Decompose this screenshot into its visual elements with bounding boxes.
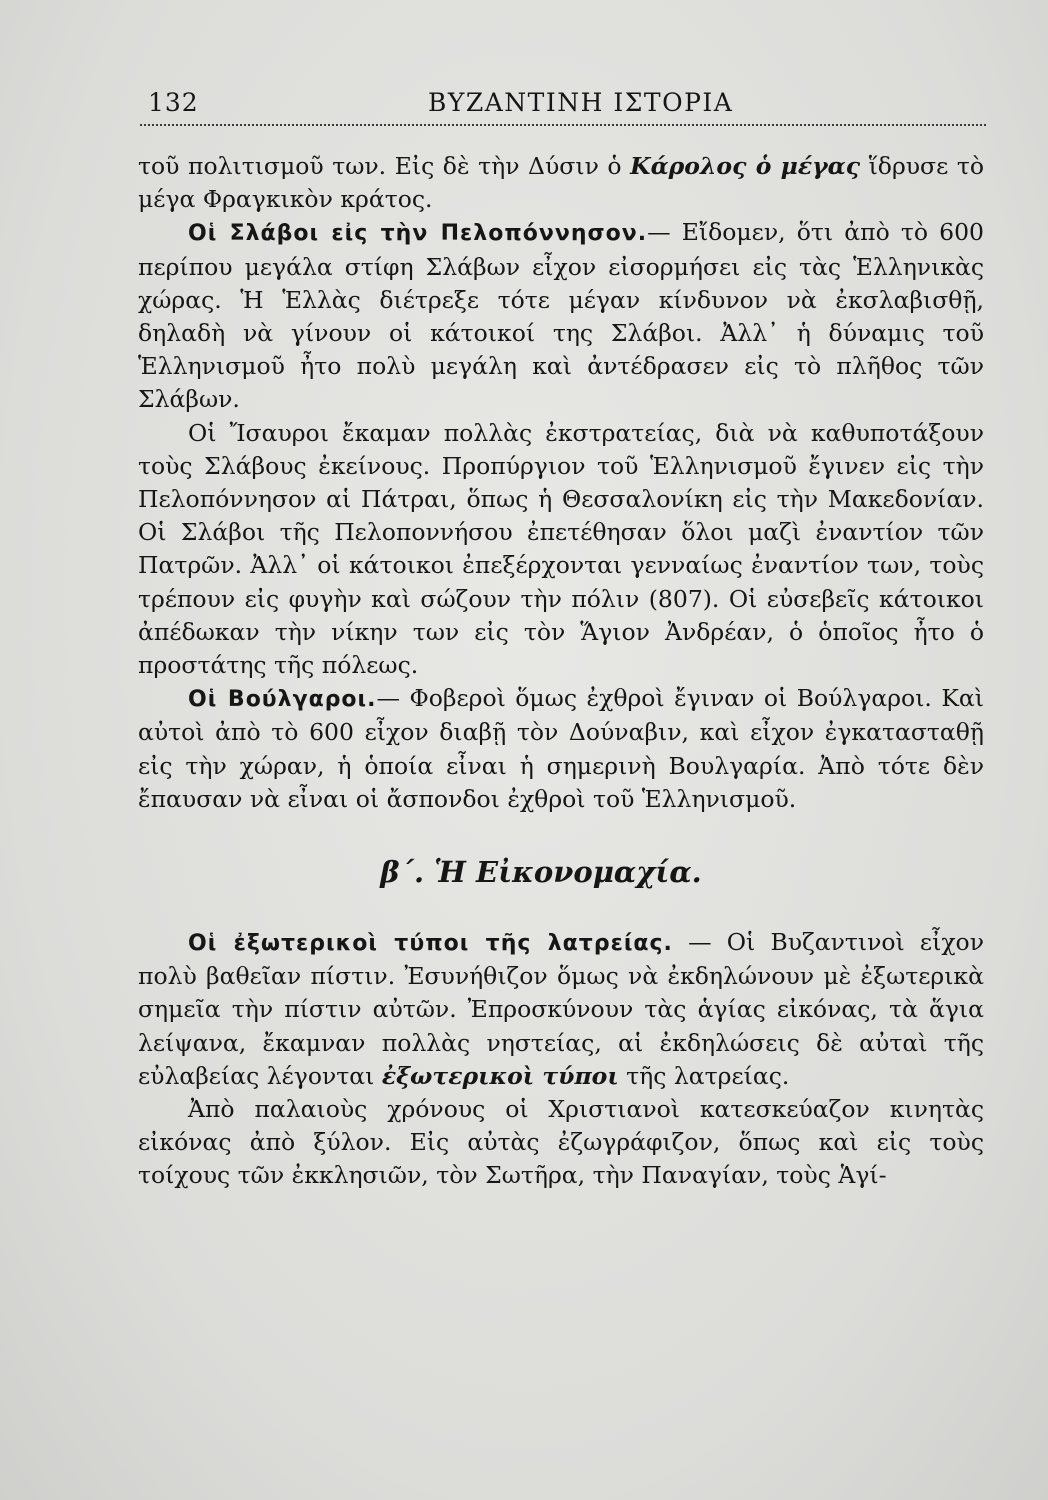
subheading-slavs: Οἱ Σλάβοι εἰς τὴν Πελοπόννησον. xyxy=(188,221,648,247)
paragraph-bulgars: Οἱ Βούλγαροι.— Φοβεροὶ ὅμως ἐχθροὶ ἔγιναν οἱ Βούλγαροι. Καὶ αὐτοὶ ἀπὸ τὸ 600 εἶχον διαβῇ τὸν Δούναβιν, καὶ εἶχον ἐγκατασταθῇ εἰς τὴν χώραν, ἡ ὁποία εἶναι ἡ σημερινὴ Βουλγαρία. Ἀπὸ τότε δὲν ἔπαυσαν νὰ εἶναι οἱ ἄσπονδοι ἐχθροὶ τοῦ Ἑλληνισμοῦ. xyxy=(138,684,984,813)
header-rule xyxy=(140,124,986,126)
page-number: 132 xyxy=(148,88,199,117)
body-text xyxy=(138,150,984,1193)
paragraph-icons: Ἀπὸ παλαιοὺς χρόνους οἱ Χριστιανοὶ κατεσκεύαζον κινητὰς εἰκόνας ἀπὸ ξύλον. Εἰς αὐτὰς ἐζωγράφιζον, ὅπως καὶ εἰς τοὺς τοίχους τῶν ἐκκλησιῶν, τὸν Σωτῆρα, τὴν Παναγίαν, τοὺς Ἁγί- xyxy=(138,1095,984,1190)
emphasis-karolos: Κάρολος ὁ μέγας xyxy=(630,152,861,180)
subheading-worship: Οἱ ἐξωτερικοὶ τύποι τῆς λατρείας. xyxy=(188,931,673,957)
subheading-bulgars: Οἱ Βούλγαροι. xyxy=(188,687,377,713)
paragraph-1: τοῦ πολιτισμοῦ των. Εἰς δὲ τὴν Δύσιν ὁ Κάρολος ὁ μέγας ἵδρυσε τὸ μέγα Φραγκικὸν κράτος. xyxy=(138,152,984,214)
running-title: ΒΥΖΑΝΤΙΝΗ ΙΣΤΟΡΙΑ xyxy=(428,88,734,117)
section-title: β΄. Ἡ Εἰκονομαχία. xyxy=(380,855,702,890)
paragraph-isaurians: Οἱ Ἴσαυροι ἔκαμαν πολλὰς ἐκστρατείας, διὰ νὰ καθυποτάξουν τοὺς Σλάβους ἐκείνους. Προπύργιον τοῦ Ἑλληνισμοῦ ἔγινεν εἰς τὴν Πελοπόννησον αἱ Πάτραι, ὅπως ἡ Θεσσαλονίκη εἰς τὴν Μακεδονίαν. Οἱ Σλάβοι τῆς Πελοποννήσου ἐπετέθησαν ὅλοι μαζὶ ἐναντίον τῶν Πατρῶν. Ἀλλ᾽ οἱ κάτοικοι ἐπεξέρχονται γενναίως ἐναντίον των, τοὺς τρέπουν εἰς φυγὴν καὶ σώζουν τὴν πόλιν (807). Οἱ εὐσεβεῖς κάτοικοι ἀπέδωκαν τὴν νίκην των εἰς τὸν Ἅγιον Ἀνδρέαν, ὁ ὁποῖος ἦτο ὁ προστάτης τῆς πόλεως. xyxy=(138,418,984,680)
emphasis-external-forms: ἐξωτερικοὶ τύποι xyxy=(381,1061,619,1090)
paragraph-slavs: Οἱ Σλάβοι εἰς τὴν Πελοπόννησον.— Εἴδομεν, ὅτι ἀπὸ τὸ 600 περίπου μεγάλα στίφη Σλάβων εἶχον εἰσορμήσει εἰς τὰς Ἑλληνικὰς χώρας. Ἡ Ἑλλὰς διέτρεξε τότε μέγαν κίνδυνον νὰ ἐκσλαβισθῇ, δηλαδὴ νὰ γίνουν οἱ κάτοικοί της Σλάβοι. Ἀλλ᾽ ἡ δύναμις τοῦ Ἑλληνισμοῦ ἦτο πολὺ μεγάλη καὶ ἀντέδρασεν εἰς τὸ πλῆθος τῶν Σλάβων. xyxy=(138,218,984,414)
running-header xyxy=(138,86,986,122)
paragraph-worship: Οἱ ἐξωτερικοὶ τύποι τῆς λατρείας. — Οἱ Βυζαντινοὶ εἶχον πολὺ βαθεῖαν πίστιν. Ἐσυνήθιζον ὅμως νὰ ἐκδηλώνουν μὲ ἐξωτερικὰ σημεῖα τὴν πίστιν αὐτῶν. Ἐπροσκύνουν τὰς ἁγίας εἰκόνας, τὰ ἅγια λείψανα, ἔκαμναν πολλὰς νηστείας, αἱ ἐκδηλώσεις δὲ αὐταὶ τῆς εὐλαβείας λέγονται ἐξωτερικοὶ τύποι τῆς λατρείας. xyxy=(138,928,984,1090)
